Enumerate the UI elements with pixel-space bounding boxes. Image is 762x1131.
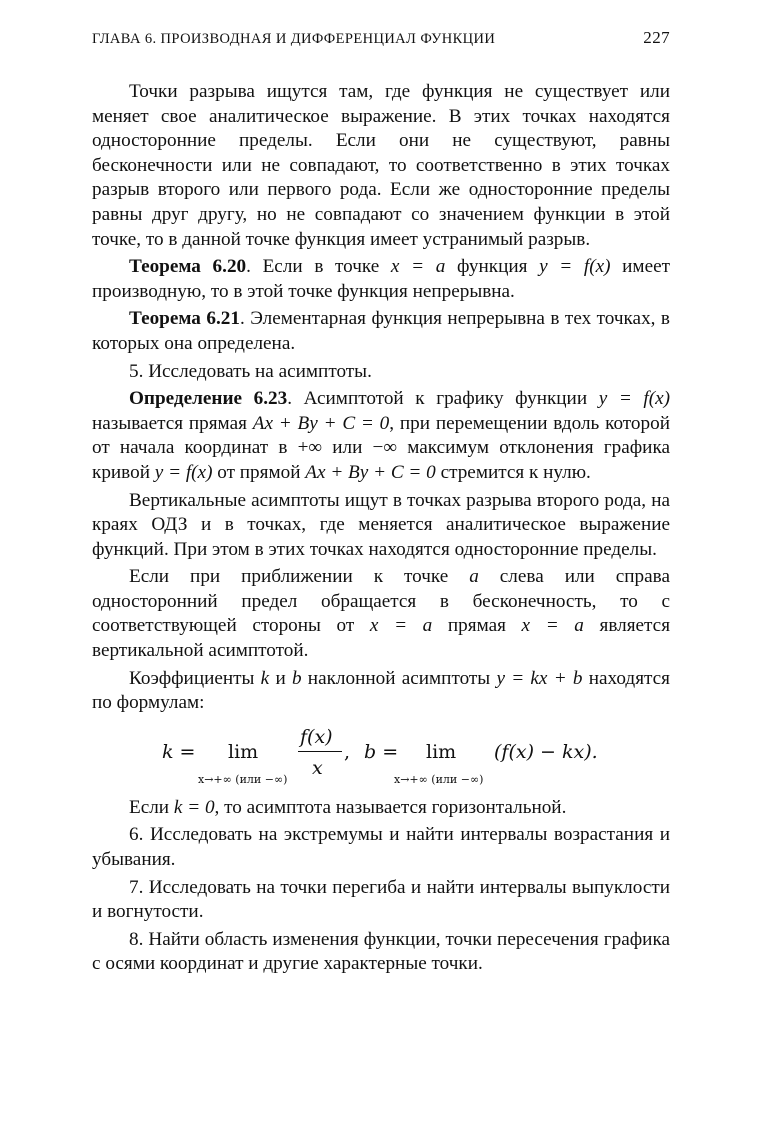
- math-inline: x = a: [390, 256, 446, 278]
- text-run: является вертикальной асимптотой.: [92, 615, 671, 662]
- running-header: [92, 28, 670, 48]
- text-run: Если при приближении к точке: [129, 566, 470, 588]
- math-inline: x = a: [369, 615, 433, 637]
- math-inline: Ax + By + C = 0: [252, 412, 390, 434]
- text-run: называется прямая: [92, 412, 253, 434]
- asymptote-formula: [92, 724, 670, 790]
- math-inline: y = f(x): [539, 256, 611, 278]
- formula-lim-2: lim: [426, 740, 457, 763]
- formula-denominator: x: [312, 756, 323, 779]
- page-body: [92, 80, 670, 980]
- text-run: функция: [445, 256, 540, 278]
- formula-numerator: f(x): [300, 725, 333, 748]
- definition-6-23: [92, 387, 670, 485]
- theorem-6-21: [92, 307, 670, 356]
- text-run: , то асимптота называется горизонтальной.: [214, 796, 567, 818]
- text-run: Коэффициенты: [129, 667, 261, 689]
- chapter-title: ГЛАВА 6. ПРОИЗВОДНАЯ И ДИФФЕРЕНЦИАЛ ФУНКЦИИ: [92, 31, 496, 47]
- paragraph-vertical-asymptotes: Вертикальные асимптоты ищут в точках разрыва второго рода, на краях ОДЗ и в точках, где меняется аналитическое выражение функций. При этом в этих точках находятся односторонние пределы.: [92, 489, 670, 560]
- paragraph-one-sided-limit: [92, 565, 670, 663]
- text-run: . Если в точке: [246, 256, 391, 278]
- math-inline: k = 0: [173, 796, 215, 818]
- formula-b-equals: b =: [364, 740, 399, 763]
- step-5: 5. Исследовать на асимптоты.: [129, 360, 372, 382]
- fraction-bar: [298, 751, 342, 752]
- text-run: стремится к нулю.: [435, 461, 591, 483]
- math-inline: y = f(x): [154, 461, 213, 483]
- theorem-label: Теорема 6.21: [129, 308, 240, 330]
- theorem-label: Теорема 6.20: [129, 256, 247, 278]
- paragraph-horizontal-asymptote: [92, 796, 670, 821]
- formula-comma: ,: [344, 740, 351, 763]
- math-inline: a: [469, 566, 479, 588]
- step-6: 6. Исследовать на экстремумы и найти интервалы возрастания и убывания.: [92, 824, 670, 871]
- step-7: 7. Исследовать на точки перегиба и найти интервалы выпуклости и вогнутости.: [92, 876, 670, 923]
- formula-lim-2-subscript: x→+∞ (или −∞): [394, 772, 484, 786]
- math-inline: x = a: [521, 615, 584, 637]
- theorem-6-20: [92, 255, 670, 304]
- math-inline: y = kx + b: [496, 667, 583, 689]
- math-inline: y = f(x): [598, 388, 671, 410]
- paragraph-coefficients: [92, 667, 670, 716]
- math-inline: k: [260, 667, 270, 689]
- text-run: имеет производную, то в этой точке функция непрерывна.: [92, 256, 670, 302]
- text-run: слева или справа односторонний предел обращается в бесконечность, то с соответствующей стороны от: [92, 566, 670, 637]
- text-run: и: [269, 667, 292, 689]
- definition-label: Определение 6.23: [129, 388, 288, 410]
- text-run: находятся по формулам:: [92, 667, 670, 714]
- page-number: 227: [643, 28, 670, 47]
- text-run: от прямой: [212, 461, 306, 483]
- formula-k-equals: k =: [162, 740, 196, 763]
- math-inline: Ax + By + C = 0: [305, 461, 436, 483]
- text-run: . Асимптотой к графику функции: [287, 388, 599, 410]
- text-run: . Элементарная функция непрерывна в тех точках, в которых она определена.: [92, 308, 670, 354]
- math-inline: b: [291, 667, 302, 689]
- text-run: наклонной асимптоты: [301, 667, 497, 689]
- formula-lim-1-subscript: x→+∞ (или −∞): [198, 772, 288, 786]
- formula-lim-1: lim: [228, 740, 259, 763]
- text-run: , при перемещении вдоль которой от начала координат в +∞ или −∞ максимум отклонения графика кривой: [92, 412, 670, 483]
- text-run: прямая: [432, 615, 522, 637]
- formula-rhs: (f(x) − kx).: [494, 740, 598, 763]
- text-run: Если: [129, 796, 174, 818]
- step-8: 8. Найти область изменения функции, точки пересечения графика с осями координат и другие характерные точки.: [92, 928, 670, 975]
- paragraph-discontinuity-points: Точки разрыва ищутся там, где функция не существует или меняет свое аналитическое выражение. В этих точках находятся односторонние пределы. Если они не существуют, равны бесконечности или не совпадают, то соответственно в этих точках разрыв второго или первого рода. Если же односторонние пределы равны друг другу, но не совпадают со значением функции в этой точке, то в данной точке функция имеет устранимый разрыв.: [92, 81, 670, 250]
